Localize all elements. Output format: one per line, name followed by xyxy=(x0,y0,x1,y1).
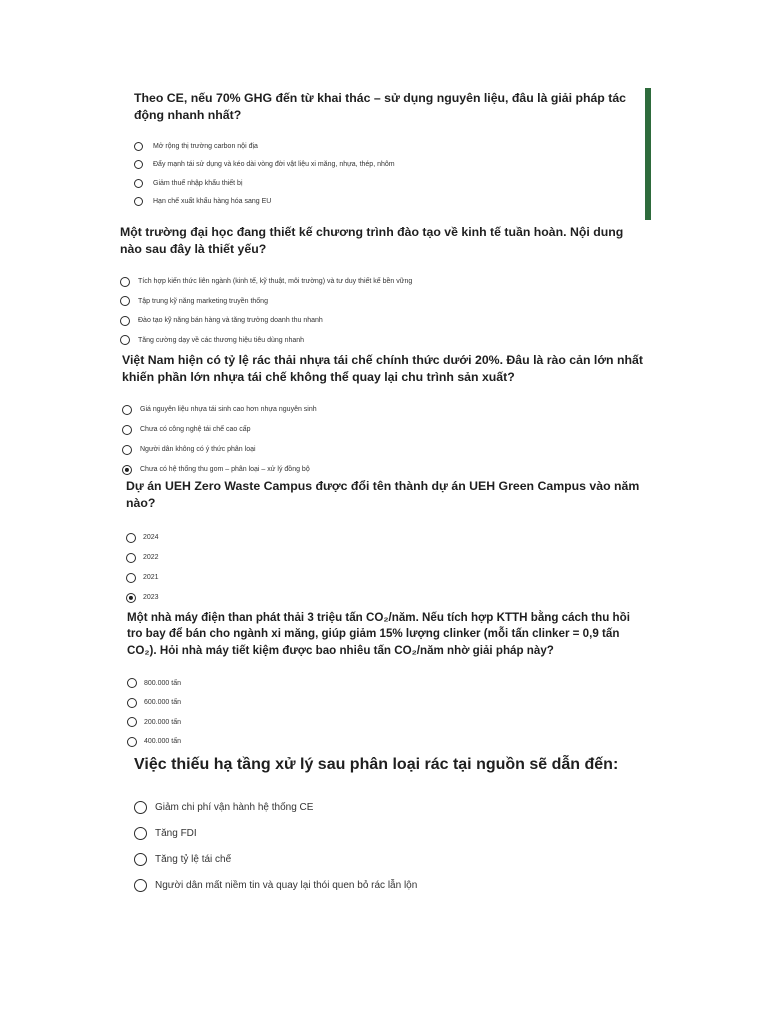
option-label: Giá nguyên liệu nhựa tái sinh cao hơn nhựa nguyên sinh xyxy=(140,406,317,414)
option[interactable] xyxy=(127,732,647,752)
options-list xyxy=(120,272,640,350)
options-list xyxy=(122,400,647,480)
option[interactable] xyxy=(126,588,656,608)
question-text: Một nhà máy điện than phát thải 3 triệu tấn CO₂/năm. Nếu tích hợp KTTH bằng cách thu hồi tro bay để bán cho ngành xi măng, giúp giảm 15% lượng clinker (mỗi tấn clinker = 0,9 tấn CO₂). Hỏi nhà máy tiết kiệm được bao nhiêu tấn CO₂/năm nhờ giải pháp này? xyxy=(127,611,630,657)
radio-icon[interactable] xyxy=(134,801,147,814)
radio-icon[interactable] xyxy=(126,573,136,583)
option[interactable] xyxy=(134,137,634,156)
option[interactable] xyxy=(122,420,647,440)
radio-icon[interactable] xyxy=(134,160,143,169)
option-label: Đào tạo kỹ năng bán hàng và tăng trưởng doanh thu nhanh xyxy=(138,317,323,325)
option-label: Hạn chế xuất khẩu hàng hóa sang EU xyxy=(153,198,272,206)
question-text: Một trường đại học đang thiết kế chương trình đào tạo về kinh tế tuần hoàn. Nội dung nào sau đây là thiết yếu? xyxy=(120,225,624,257)
option-label: Tăng tỷ lệ tái chế xyxy=(155,854,232,866)
option-label: Tăng FDI xyxy=(155,828,197,840)
option-label: Tích hợp kiến thức liên ngành (kinh tế, kỹ thuật, môi trường) và tư duy thiết kế bền vững xyxy=(138,278,413,286)
option[interactable] xyxy=(120,311,640,331)
option[interactable] xyxy=(134,847,654,873)
radio-icon[interactable] xyxy=(126,593,136,603)
option-label: Người dân không có ý thức phân loại xyxy=(140,446,256,454)
options-list xyxy=(134,795,654,899)
option-label: 600.000 tấn xyxy=(144,699,181,707)
options-list xyxy=(134,137,634,211)
radio-icon[interactable] xyxy=(122,405,132,415)
question-text: Việc thiếu hạ tầng xử lý sau phân loại rác tại nguồn sẽ dẫn đến: xyxy=(134,756,619,773)
radio-icon[interactable] xyxy=(134,197,143,206)
radio-icon[interactable] xyxy=(120,335,130,345)
option-label: Mở rộng thị trường carbon nội địa xyxy=(153,142,258,150)
option-label: 2022 xyxy=(143,554,159,562)
question-block-5 xyxy=(127,610,647,751)
option-label: Giảm chi phí vận hành hệ thống CE xyxy=(155,802,314,814)
radio-icon[interactable] xyxy=(122,445,132,455)
radio-icon[interactable] xyxy=(127,698,137,708)
option[interactable] xyxy=(134,174,634,193)
option-label: 2023 xyxy=(143,594,159,602)
options-list xyxy=(126,528,656,608)
radio-icon[interactable] xyxy=(120,296,130,306)
option-label: Người dân mất niềm tin và quay lại thói quen bỏ rác lẫn lộn xyxy=(155,880,418,892)
radio-icon[interactable] xyxy=(134,853,147,866)
option[interactable] xyxy=(126,528,656,548)
option[interactable] xyxy=(134,821,654,847)
option-label: Chưa có hệ thống thu gom – phân loại – xử lý đồng bộ xyxy=(140,466,310,474)
option-label: Giảm thuế nhập khẩu thiết bị xyxy=(153,179,243,187)
option-label: Tập trung kỹ năng marketing truyền thống xyxy=(138,297,268,305)
question-text: Việt Nam hiện có tỷ lệ rác thải nhựa tái chế chính thức dưới 20%. Đâu là rào cản lớn nhất khiến phần lớn nhựa tái chế không thể quay lại chu trình sản xuất? xyxy=(122,353,643,385)
radio-icon[interactable] xyxy=(122,425,132,435)
radio-icon[interactable] xyxy=(120,316,130,326)
option[interactable] xyxy=(134,192,634,211)
option[interactable] xyxy=(120,291,640,311)
option[interactable] xyxy=(134,155,634,174)
option[interactable] xyxy=(127,693,647,713)
accent-bar xyxy=(645,88,651,220)
option-label: 200.000 tấn xyxy=(144,718,181,726)
option[interactable] xyxy=(127,712,647,732)
option[interactable] xyxy=(134,873,654,899)
question-text: Dự án UEH Zero Waste Campus được đổi tên thành dự án UEH Green Campus vào năm nào? xyxy=(126,479,640,511)
radio-icon[interactable] xyxy=(122,465,132,475)
option[interactable] xyxy=(127,673,647,693)
option-label: Tăng cường dạy về các thương hiệu tiêu dùng nhanh xyxy=(138,336,305,344)
radio-icon[interactable] xyxy=(126,533,136,543)
option-label: 2024 xyxy=(143,534,159,542)
radio-icon[interactable] xyxy=(120,277,130,287)
question-block-2 xyxy=(120,224,640,350)
option[interactable] xyxy=(122,460,647,480)
question-text: Theo CE, nếu 70% GHG đến từ khai thác – sử dụng nguyên liệu, đâu là giải pháp tác động nhanh nhất? xyxy=(134,91,627,123)
option-label: 800.000 tấn xyxy=(144,679,181,687)
question-block-6 xyxy=(134,754,654,899)
radio-icon[interactable] xyxy=(126,553,136,563)
option-label: Chưa có công nghệ tái chế cao cấp xyxy=(140,426,251,434)
radio-icon[interactable] xyxy=(127,737,137,747)
option[interactable] xyxy=(122,400,647,420)
option[interactable] xyxy=(122,440,647,460)
radio-icon[interactable] xyxy=(127,717,137,727)
radio-icon[interactable] xyxy=(127,678,137,688)
options-list xyxy=(127,673,647,751)
option[interactable] xyxy=(120,330,640,350)
question-block-3 xyxy=(122,352,647,480)
radio-icon[interactable] xyxy=(134,142,143,151)
question-block-4 xyxy=(126,478,656,608)
option-label: Đẩy mạnh tái sử dụng và kéo dài vòng đời vật liệu xi măng, nhựa, thép, nhôm xyxy=(153,161,395,169)
question-block-1 xyxy=(134,90,634,211)
option[interactable] xyxy=(134,795,654,821)
radio-icon[interactable] xyxy=(134,179,143,188)
option[interactable] xyxy=(120,272,640,292)
option-label: 2021 xyxy=(143,574,159,582)
option[interactable] xyxy=(126,568,656,588)
option[interactable] xyxy=(126,548,656,568)
option-label: 400.000 tấn xyxy=(144,738,181,746)
radio-icon[interactable] xyxy=(134,879,147,892)
radio-icon[interactable] xyxy=(134,827,147,840)
